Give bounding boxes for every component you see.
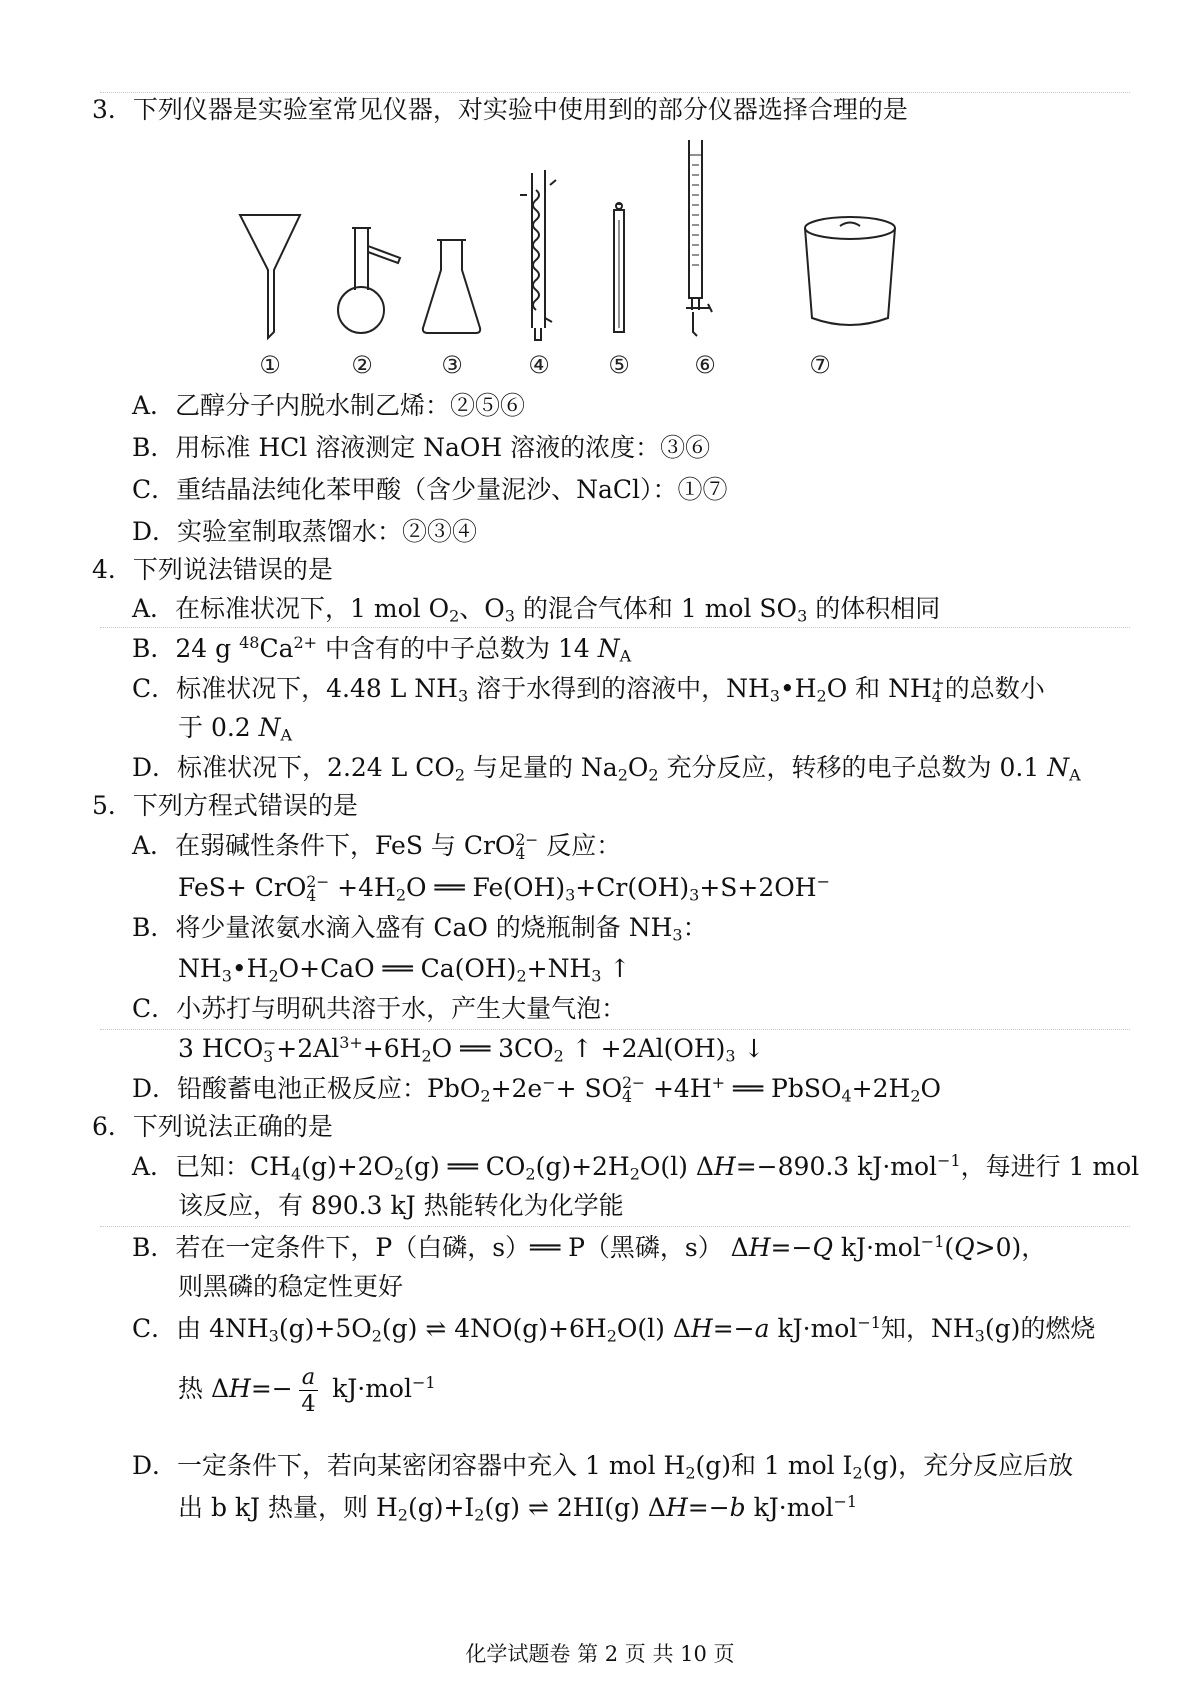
question-6-stem: 6．下列说法正确的是 bbox=[92, 1112, 333, 1141]
separator bbox=[100, 1226, 1130, 1227]
q5-option-a: A．在弱碱性条件下，FeS 与 CrO 2− 4 反应： bbox=[132, 831, 622, 864]
q6-option-b-cont: 则黑磷的稳定性更好 bbox=[178, 1272, 404, 1301]
instrument-label-4: ④ bbox=[528, 351, 550, 379]
q4-option-b: B．24 g $^{48}Ca^{2+}$ 中含有的中子总数为 14 $N_A$ bbox=[132, 633, 632, 666]
instrument-label-3: ③ bbox=[441, 351, 463, 379]
q4-option-c-cont: 于 0.2 $N_A$ bbox=[178, 713, 293, 745]
q6-option-c-cont: 热 ΔH=− $\frac{a}{4}$ kJ·mol$^{-1}$ bbox=[178, 1364, 436, 1417]
instrument-label-2: ② bbox=[351, 351, 373, 379]
instrument-label-7: ⑦ bbox=[809, 351, 831, 379]
condenser-icon bbox=[520, 170, 556, 340]
question-3-stem: 3．下列仪器是实验室常见仪器，对实验中使用到的部分仪器选择合理的是 bbox=[92, 95, 908, 124]
separator bbox=[100, 1029, 1130, 1030]
q5-option-a-equation: FeS+ CrO 2− 4 $+4H_2O$ ══ $Fe(OH)_3+Cr(OH)_3+S+2OH^-$ bbox=[178, 872, 830, 906]
q6-option-a: A．已知：$CH_4(g)+2O_2(g)$ ══ $CO_2(g)+2H_2O(l)$ ΔH=−890.3 kJ·mol$^{-1}$，每进行 1 mol bbox=[132, 1151, 1140, 1184]
q5-option-c: C．小苏打与明矾共溶于水，产生大量气泡： bbox=[132, 994, 627, 1023]
lab-instruments-figure bbox=[230, 140, 950, 410]
q5-option-b-equation: $NH_3•H_2O+CaO$ ══ $Ca(OH)_2+NH_3$ ↑ bbox=[178, 954, 631, 986]
distilling-flask-icon bbox=[338, 228, 400, 333]
page-footer: 化学试题卷 第 2 页 共 10 页 bbox=[465, 1642, 735, 1666]
crucible-icon bbox=[805, 217, 895, 325]
q3-option-c: C．重结晶法纯化苯甲酸（含少量泥沙、NaCl）：①⑦ bbox=[132, 475, 728, 504]
thermometer-icon bbox=[614, 203, 624, 332]
funnel-icon bbox=[240, 215, 300, 338]
instrument-label-6: ⑥ bbox=[694, 351, 716, 379]
q6-option-d-cont: 出 b kJ 热量，则 $H_2(g)+I_2(g)$ ⇌ 2HI(g) ΔH=−b kJ·mol$^{-1}$ bbox=[178, 1492, 858, 1525]
question-5-stem: 5．下列方程式错误的是 bbox=[92, 791, 358, 820]
question-4-stem: 4．下列说法错误的是 bbox=[92, 555, 333, 584]
q3-option-a: A．乙醇分子内脱水制乙烯：②⑤⑥ bbox=[132, 391, 526, 420]
q4-option-d: D．标准状况下，2.24 L $CO_2$ 与足量的 $Na_2O_2$ 充分反应，转移的电子总数为 0.1 $N_A$ bbox=[132, 753, 1081, 785]
burette-icon bbox=[686, 140, 712, 336]
q5-option-c-equation: 3 HCO − 3 $+2Al^{3+}+6H_2O$ ══ $3CO_2$ ↑ $+2Al(OH)_3$ ↓ bbox=[178, 1033, 765, 1067]
separator bbox=[100, 627, 1130, 628]
separator bbox=[100, 92, 1130, 93]
q4-option-c: C．标准状况下，4.48 L $NH_3$ 溶于水得到的溶液中，$NH_3•H_2O$ 和 NH + 4 的总数小 bbox=[132, 674, 1045, 707]
q6-option-a-cont: 该反应，有 890.3 kJ 热能转化为化学能 bbox=[178, 1191, 624, 1220]
q6-option-c: C．由 $4NH_3(g)+5O_2(g)$ ⇌ $4NO(g)+6H_2O(l)$ ΔH=−a kJ·mol$^{-1}$知，$NH_3(g)$的燃烧 bbox=[132, 1313, 1096, 1346]
q4-option-a: A．在标准状况下，1 mol $O_2$、$O_3$ 的混合气体和 1 mol $SO_3$ 的体积相同 bbox=[132, 594, 941, 626]
q3-option-b: B．用标准 HCl 溶液测定 NaOH 溶液的浓度：③⑥ bbox=[132, 433, 711, 462]
q5-option-d: D．铅酸蓄电池正极反应：PbO$_2$+2e−+ SO 2− 4 +4H+ ══ $PbSO_4+2H_2O$ bbox=[132, 1073, 942, 1107]
conical-flask-icon bbox=[423, 240, 480, 333]
q6-option-b: B．若在一定条件下，P（白磷，s）══ P（黑磷，s） ΔH=−Q kJ·mol$^{-1}$(Q>0)， bbox=[132, 1232, 1047, 1262]
instrument-label-5: ⑤ bbox=[608, 351, 630, 379]
q5-option-b: B．将少量浓氨水滴入盛有 CaO 的烧瓶制备 $NH_3$： bbox=[132, 913, 708, 945]
q3-option-d: D．实验室制取蒸馏水：②③④ bbox=[132, 517, 478, 546]
q6-option-d: D．一定条件下，若向某密闭容器中充入 1 mol $H_2(g)$和 1 mol $I_2(g)$，充分反应后放 bbox=[132, 1451, 1074, 1483]
fraction-a-over-4: $\frac{a}{4}$ bbox=[299, 1364, 318, 1417]
instrument-label-1: ① bbox=[259, 351, 281, 379]
